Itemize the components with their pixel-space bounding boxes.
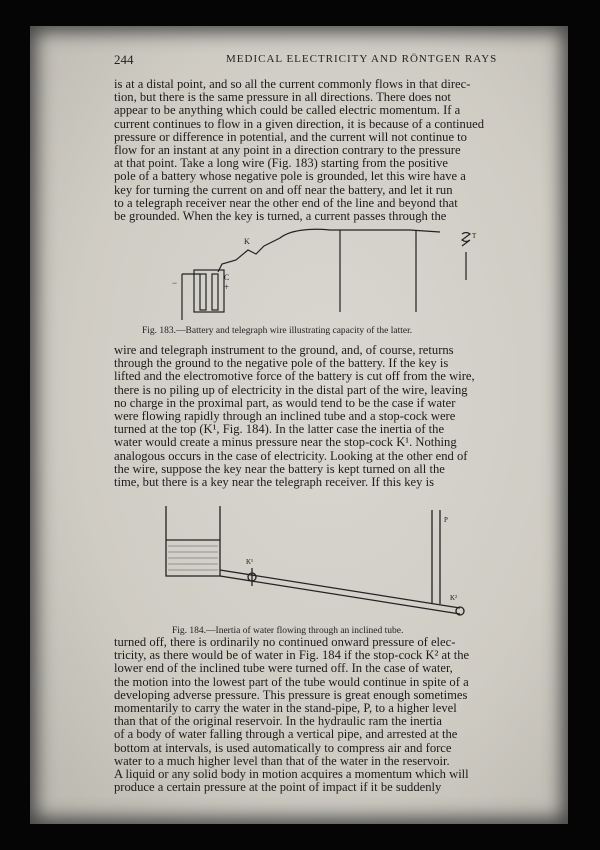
page-number: 244 bbox=[114, 52, 134, 67]
text-line: to a telegraph receiver near the other end of the line and beyond that bbox=[114, 195, 458, 210]
text-line: A liquid or any solid body in motion acquires a momentum which will bbox=[114, 767, 469, 782]
text-line: pressure or difference in potential, and the current will not continue to bbox=[114, 129, 467, 144]
text-line: bottom at intervals, is used automatically to compress air and force bbox=[114, 740, 452, 755]
figure-183 bbox=[160, 224, 480, 324]
text-line: water would create a minus pressure near the stop-cock K¹. Nothing bbox=[114, 435, 457, 450]
book-page bbox=[30, 26, 568, 824]
fig184-label-p: P bbox=[444, 516, 448, 524]
text-line: current continues to flow in a given direction, it is because of a continued bbox=[114, 116, 485, 131]
text-line: momentarily to carry the water in the stand-pipe, P, to a higher level bbox=[114, 701, 457, 716]
text-line: turned off, there is ordinarily no continued onward pressure of elec- bbox=[114, 635, 456, 649]
text-line: appear to be anything which could be called electric momentum. If a bbox=[114, 103, 461, 118]
paragraph-2 bbox=[114, 344, 564, 489]
text-line: than that of the original reservoir. In the hydraulic ram the inertia bbox=[114, 714, 443, 729]
text-line: lifted and the electromotive force of the battery is cut off from the wire, bbox=[114, 369, 475, 384]
text-line: analogous occurs in the case of electricity. Looking at the other end of bbox=[114, 448, 468, 463]
text-line: lower end of the inclined tube were turned off. In the case of water, bbox=[114, 661, 453, 676]
fig183-label-plus: + bbox=[224, 282, 230, 292]
fig183-caption: Fig. 183.—Battery and telegraph wire illustrating capacity of the latter. bbox=[142, 326, 413, 336]
fig183-label-t: T bbox=[472, 232, 477, 240]
text-line: tricity, as there would be of water in Fig. 184 if the stop-cock K² at the bbox=[114, 648, 470, 663]
paragraph-1 bbox=[114, 78, 564, 223]
fig184-label-k2: K² bbox=[450, 594, 458, 602]
text-line: flow for an instant at any point in a direction contrary to the pressure bbox=[114, 143, 461, 158]
text-line: key for turning the current on and off near the battery, and let it run bbox=[114, 182, 453, 197]
text-line: time, but there is a key near the telegraph receiver. If this key is bbox=[114, 475, 434, 490]
text-line: is at a distal point, and so all the current commonly flows in that direc- bbox=[114, 77, 471, 91]
running-title: MEDICAL ELECTRICITY AND RÖNTGEN RAYS bbox=[226, 53, 498, 65]
text-line: be grounded. When the key is turned, a current passes through the bbox=[114, 209, 447, 224]
fig183-label-key: K bbox=[244, 237, 250, 246]
text-line: there is no piling up of electricity in the distal part of the wire, leaving bbox=[114, 382, 468, 397]
figure-184 bbox=[160, 504, 480, 624]
text-line: the motion into the lowest part of the tube would continue in spite of a bbox=[114, 674, 469, 689]
fig184-caption: Fig. 184.—Inertia of water flowing through an inclined tube. bbox=[172, 626, 404, 636]
text-line: wire and telegraph instrument to the ground, and, of course, returns bbox=[114, 343, 454, 357]
text-line: water to a much higher level than that of the water in the reservoir. bbox=[114, 753, 450, 768]
text-line: the wire, suppose the key near the battery is kept turned on all the bbox=[114, 461, 445, 476]
fig183-label-minus: − bbox=[172, 278, 178, 288]
fig184-label-k1: K¹ bbox=[246, 558, 254, 566]
text-line: developing adverse pressure. This pressure is great enough sometimes bbox=[114, 687, 468, 702]
text-line: pole of a battery whose negative pole is grounded, let this wire have a bbox=[114, 169, 466, 184]
text-line: of a body of water falling through a vertical pipe, and arrested at the bbox=[114, 727, 458, 742]
text-line: turned at the top (K¹, Fig. 184). In the latter case the inertia of the bbox=[114, 422, 445, 437]
text-line: were flowing rapidly through an inclined tube and a stop-cock were bbox=[114, 409, 456, 424]
fig183-label-c: C bbox=[224, 273, 230, 282]
text-line: produce a certain pressure at the point of impact if it be suddenly bbox=[114, 780, 442, 795]
text-line: at that point. Take a long wire (Fig. 183) starting from the positive bbox=[114, 156, 448, 171]
text-line: tion, but there is the same pressure in all directions. There does not bbox=[114, 90, 451, 105]
paragraph-3 bbox=[114, 636, 564, 794]
text-line: no charge in the proximal part, as would tend to be the case if water bbox=[114, 395, 456, 410]
text-line: through the ground to the negative pole of the battery. If the key is bbox=[114, 356, 449, 371]
